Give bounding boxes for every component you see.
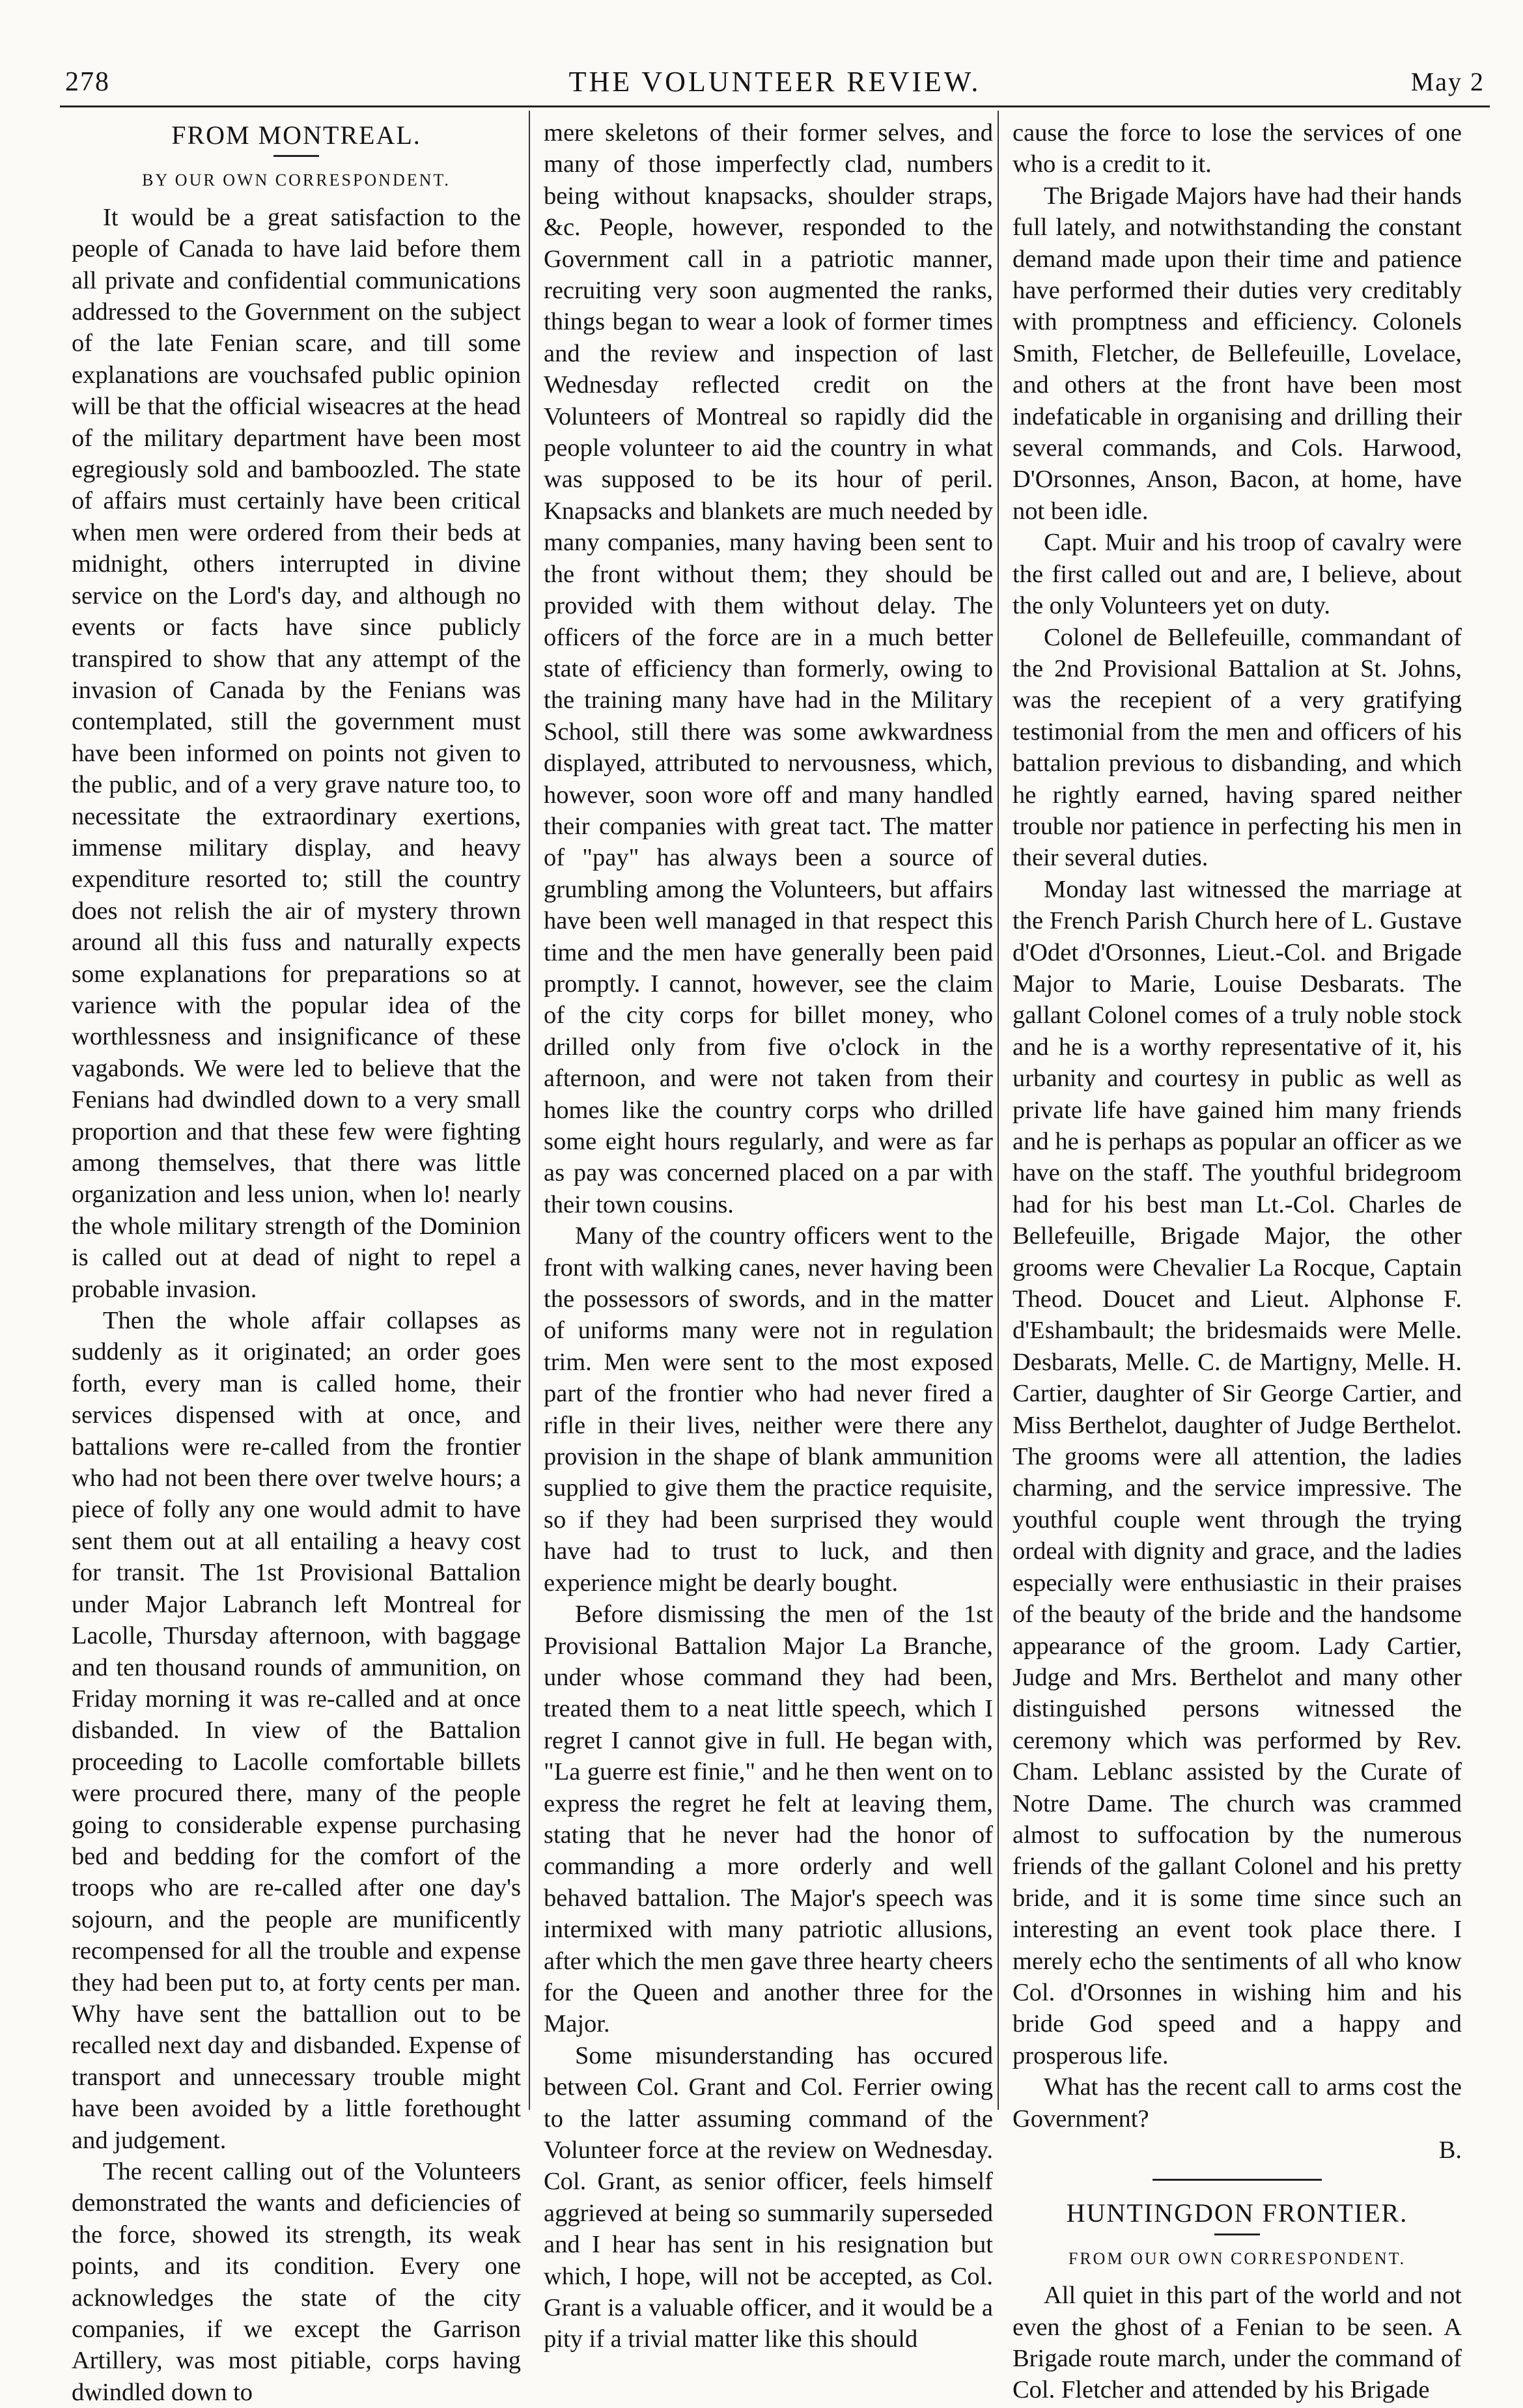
heading-rule	[1214, 2233, 1260, 2235]
page-number: 278	[65, 67, 110, 97]
heading-rule	[273, 155, 319, 157]
issue-date: May 2	[1410, 67, 1485, 96]
paragraph: The recent calling out of the Volunteers demonstrated the wants and deficiencies of the force, showed its strength, its weak points, and its condition. Every one acknowledges the state of the city companies, if we except the Garrison Artillery, was most pitiable, corps having dwindled down to	[72, 2158, 521, 2406]
column-divider	[998, 111, 999, 2110]
column-1	[72, 117, 521, 2406]
paragraph: All quiet in this part of the world and not even the ghost of a Fenian to be seen. A Brigade route march, under the command of Col. Fletcher and attended by his Brigade	[1013, 2282, 1462, 2404]
paragraph: Monday last witnessed the marriage at the French Parish Church here of L. Gustave d'Odet d'Orsonnes, Lieut.-Col. and Brigade Major to Marie, Louise Desbarats. The gallant Colonel comes of a truly noble stock and he is a worthy representative of it, his urbanity and courtesy in public as well as private life have gained him many friends and he is perhaps as popular an officer as we have on the staff. The youthful bridegroom had for his best man Lt.-Col. Charles de Bellefeuille, Brigade Major, the other grooms were Chevalier La Rocque, Captain Theod. Doucet and Lieut. Alphonse F. d'Eshambault; the bridesmaids were Melle. Desbarats, Melle. C. de Martigny, Melle. H. Cartier, daughter of Sir George Cartier, and Miss Berthelot, daughter of Judge Berthelot. The grooms were all attention, the ladies charming, and the service impressive. The youthful couple went through the trying ordeal with dignity and grace, and the ladies especially were enthusiastic in their praises of the beauty of the bride and the handsome appearance of the groom. Lady Cartier, Judge and Mrs. Berthelot and many other distinguished persons witnessed the ceremony which was performed by Rev. Cham. Leblanc assisted by the Curate of Notre Dame. The church was crammed almost to suffocation by the numerous friends of the gallant Colonel and his pretty bride, and it is some time since such an interesting an event took place there. I merely echo the sentiments of all who know Col. d'Orsonnes in wishing him and his bride God speed and a happy and prosperous life.	[1013, 875, 1462, 2069]
paragraph: cause the force to lose the services of one who is a credit to it.	[1013, 119, 1462, 178]
paragraph: Some misunderstanding has occured between Col. Grant and Col. Ferrier owing to the latter assuming command of the Volunteer force at the review on Wednesday. Col. Grant, as senior officer, feels himself aggrieved at being so summarily superseded and I hear has sent in his resignation but which, I hope, will not be accepted, as Col. Grant is a valuable officer, and it would be a pity if a trivial matter like this should	[544, 2041, 993, 2353]
article-byline: FROM OUR OWN CORRESPONDENT.	[1068, 2248, 1406, 2268]
signature: B.	[1438, 2136, 1462, 2164]
paragraph: Colonel de Bellefeuille, commandant of the 2nd Provisional Battalion at St. Johns, was the recepient of a very gratifying testimonial from the men and officers of his battalion previous to disbanding, and which he rightly earned, having spared neither trouble nor patience in perfecting his men in their several duties.	[1013, 623, 1462, 872]
article-heading-montreal: FROM MONTREAL.	[171, 120, 421, 150]
article-heading-huntingdon: HUNTINGDON FRONTIER.	[1066, 2198, 1408, 2228]
column-2	[544, 117, 993, 2353]
page-header	[65, 63, 1485, 108]
column-3	[1013, 117, 1462, 2404]
article-huntingdon	[1013, 2179, 1462, 2405]
paragraph: mere skeletons of their former selves, and many of those imperfectly clad, numbers being without knapsacks, shoulder straps, &c. People, however, responded to the Government call in a patriotic manner, recruiting very soon augmented the ranks, things began to wear a look of former times and the review and inspection of last Wednesday reflected credit on the Volunteers of Montreal so rapidly did the people volunteer to aid the country in what was supposed to be its hour of peril. Knapsacks and blankets are much needed by many companies, many having been sent to the front without them; they should be provided with them without delay. The officers of the force are in a much better state of efficiency than formerly, owing to the training many have had in the Military School, still there was some awkwardness displayed, attributed to nervousness, which, however, soon wore off and many handled their companies with great tact. The matter of "pay" has always been a source of grumbling among the Volunteers, but affairs have been well managed in that respect this time and the men have generally been paid promptly. I cannot, however, see the claim of the city corps for billet money, who drilled only from five o'clock in the afternoon, and were not taken from their homes like the country corps who drilled some eight hours regularly, and were as far as pay was concerned placed on a par with their town cousins.	[544, 119, 993, 1218]
paragraph: Then the whole affair collapses as suddenly as it originated; an order goes forth, every man is called home, their services dispensed with at once, and battalions were re-called from the frontier who had not been there over twelve hours; a piece of folly any one would admit to have sent them out at all entailing a heavy cost for transit. The 1st Provisional Battalion under Major Labranch left Montreal for Lacolle, Thursday afternoon, with baggage and ten thousand rounds of ammunition, on Friday morning it was re-called and at once disbanded. In view of the Battalion proceeding to Lacolle comfortable billets were procured there, many of the people going to considerable expense purchasing bed and bedding for the comfort of the troops who are re-called after one day's sojourn, and the people are munificently recompensed for all the trouble and expense they had been put to, at forty cents per man. Why have sent the battallion out to be recalled next day and disbanded. Expense of transport and unnecessary trouble might have been avoided by a little forethought and judgement.	[72, 1307, 521, 2154]
section-rule	[1153, 2179, 1322, 2181]
header-rule	[60, 105, 1490, 107]
paragraph: Before dismissing the men of the 1st Provisional Battalion Major La Branche, under whose command they had been, treated them to a neat little speech, which I regret I cannot give in full. He began with, "La guerre est finie," and he then went on to express the regret he felt at leaving them, stating that he never had the honor of commanding a more orderly and well behaved battalion. The Major's speech was intermixed with many patriotic allusions, after which the men gave three hearty cheers for the Queen and another three for the Major.	[544, 1601, 993, 2038]
paragraph: The Brigade Majors have had their hands full lately, and notwithstanding the constant demand made upon their time and patience have performed their duties very creditably with promptness and efficiency. Colonels Smith, Fletcher, de Bellefeuille, Lovelace, and others at the front have been most indefaticable in organising and drilling their several commands, and Cols. Harwood, D'Orsonnes, Anson, Bacon, at home, have not been idle.	[1013, 182, 1462, 525]
paragraph: It would be a great satisfaction to the people of Canada to have laid before them all private and confidential communications addressed to the Government on the subject of the late Fenian scare, and till some explanations are vouchsafed public opinion will be that the official wiseacres at the head of the military department have been most egregiously sold and bamboozled. The state of affairs must certainly have been critical when men were ordered from their beds at midnight, others interrupted in divine service on the Lord's day, and although no events or facts have since publicly transpired to show that any attempt of the invasion of Canada by the Fenians was contemplated, still the government must have been informed on points not given to the public, and of a very grave nature too, to necessitate the extraordinary exertions, immense military display, and heavy expenditure resorted to; still the country does not relish the air of mystery thrown around all this fuss and naturally expects some explanations for preparations so at varience with the popular idea of the worthlessness and insignificance of these vagabonds. We were led to believe that the Fenians had dwindled down to a very small proportion and that these few were fighting among themselves, that there was little organization and less union, when lo! nearly the whole military strength of the Dominion is called out at dead of night to repel a probable invasion.	[72, 203, 521, 1303]
article-byline: BY OUR OWN CORRESPONDENT.	[142, 171, 451, 190]
column-divider	[529, 111, 530, 2110]
newspaper-title: THE VOLUNTEER REVIEW.	[568, 66, 981, 98]
paragraph: What has the recent call to arms cost the Government?	[1013, 2073, 1462, 2133]
paragraph: Capt. Muir and his troop of cavalry were the first called out and are, I believe, about the only Volunteers yet on duty.	[1013, 529, 1462, 620]
paragraph: Many of the country officers went to the front with walking canes, never having been the possessors of swords, and in the matter of uniforms many were not in regulation trim. Men were sent to the most exposed part of the frontier who had never fired a rifle in their lives, neither were there any provision in the shape of blank ammunition supplied to give them the practice requisite, so if they had been surprised they would have had to trust to luck, and then experience might be dearly bought.	[544, 1222, 993, 1597]
